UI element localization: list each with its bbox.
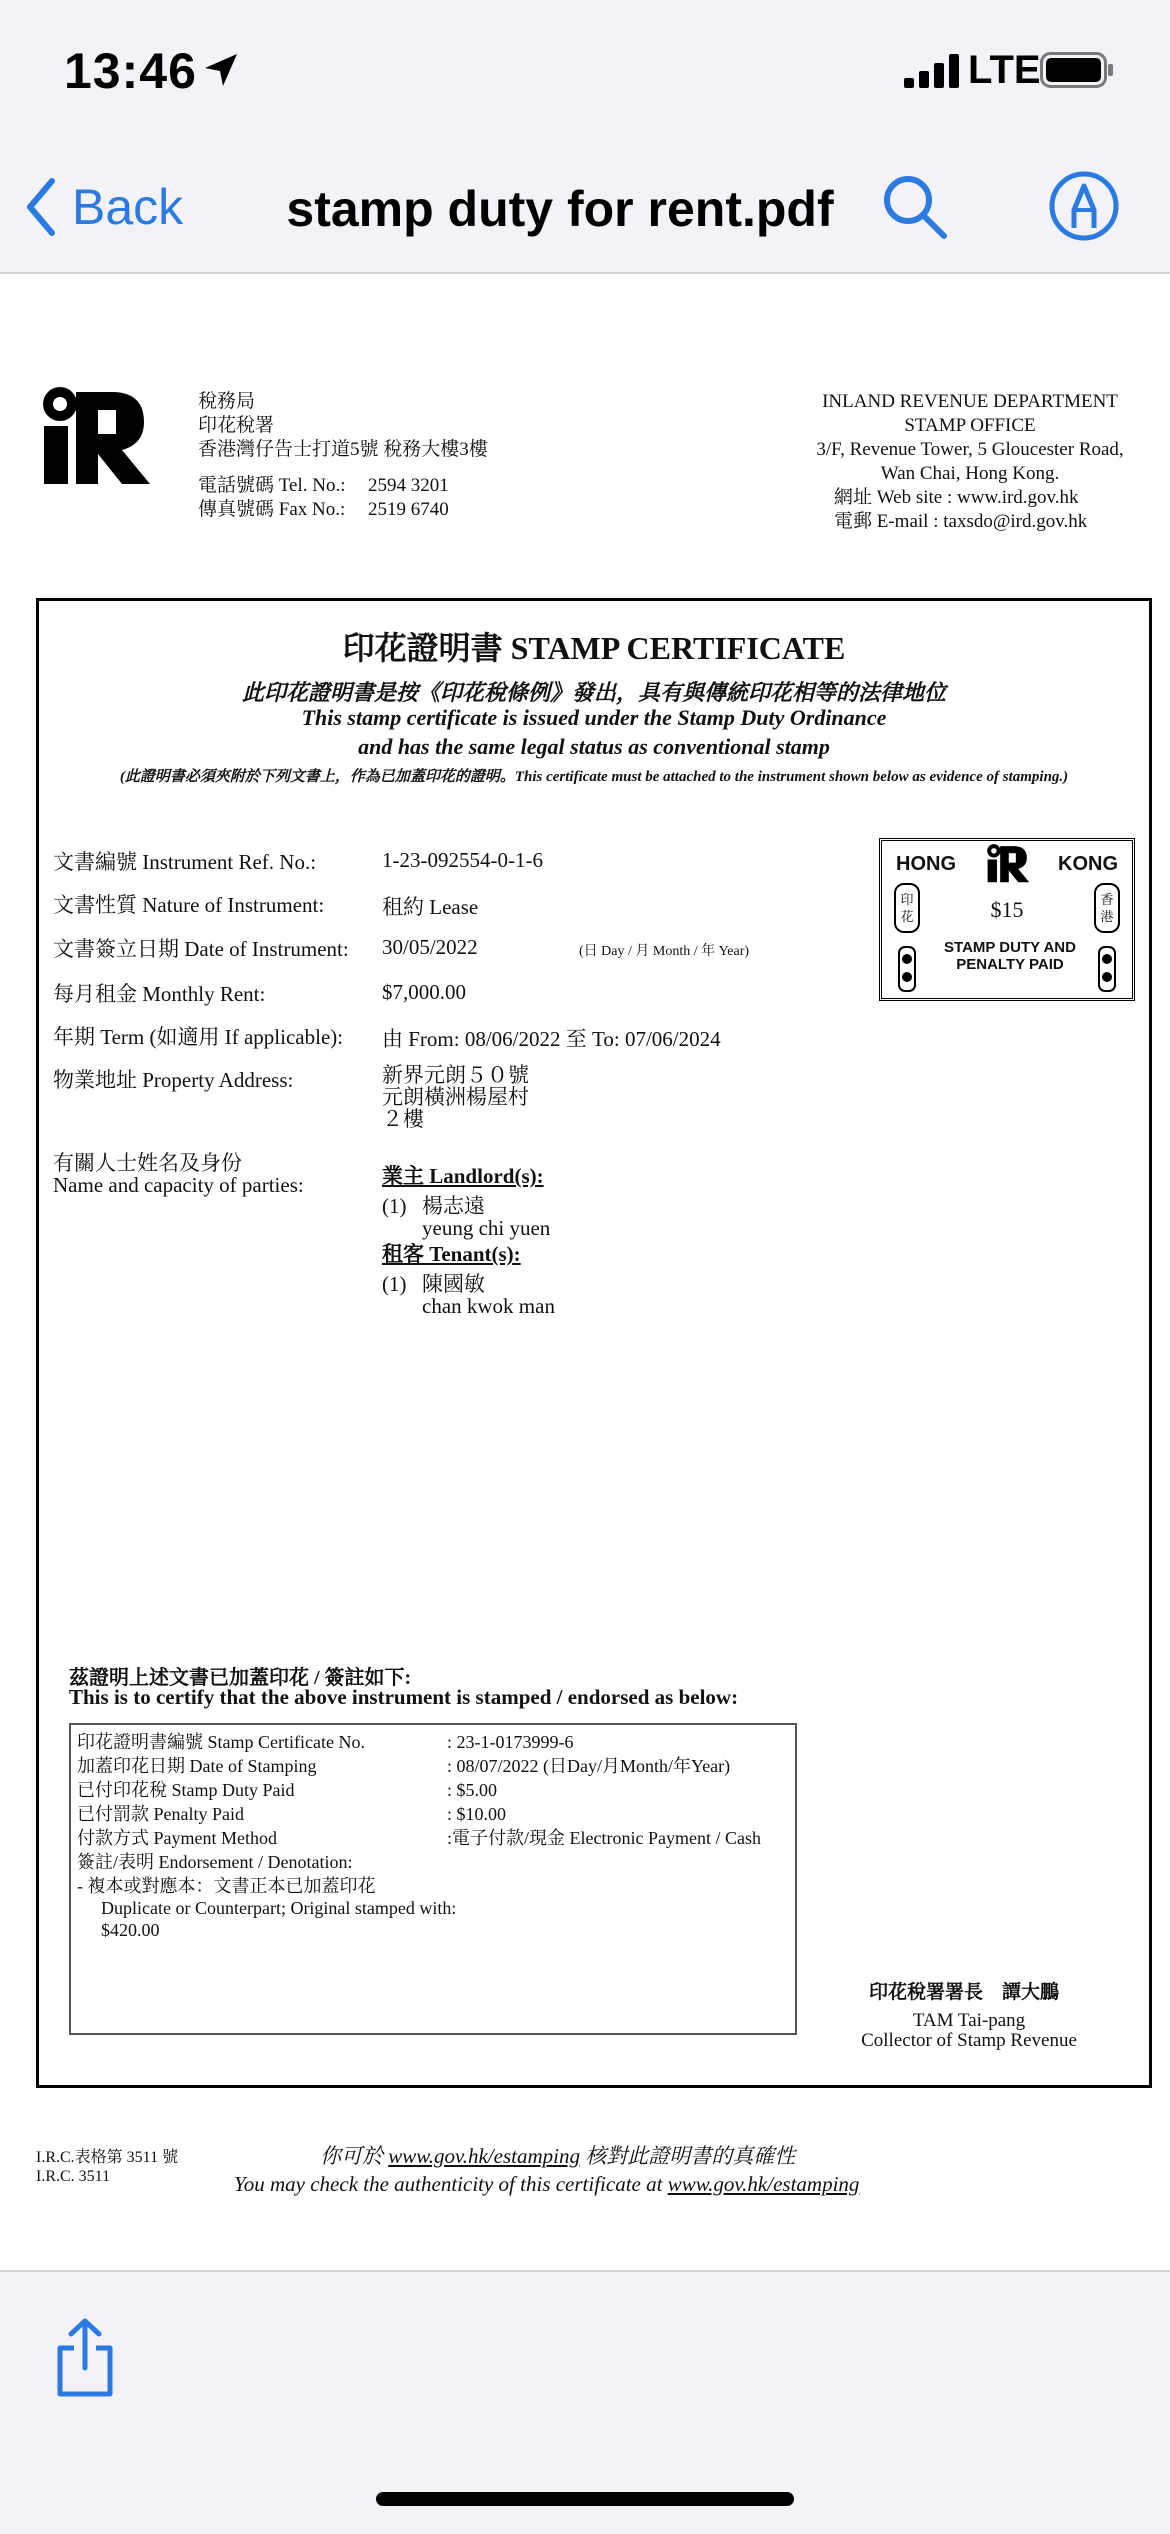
address-cn: 香港灣仔告士打道5號 稅務大樓3樓 xyxy=(198,439,488,460)
stamp-side-left: 印花 xyxy=(894,883,920,933)
stamp-ornament-left xyxy=(895,945,919,993)
tenant-name-cn: 陳國敏 xyxy=(422,1272,485,1296)
stamp-certificate xyxy=(36,598,1152,2088)
verify-cn-post: 核對此證明書的真確性 xyxy=(585,2144,796,2168)
endorsement-line2: Duplicate or Counterpart; Original stamped with: xyxy=(101,1898,457,1918)
duty-value: : $5.00 xyxy=(447,1780,498,1800)
stamping-details xyxy=(69,1723,797,2035)
location-arrow-icon xyxy=(203,52,239,88)
collector-name-en: TAM Tai-pang xyxy=(912,2010,1026,2031)
property-address xyxy=(382,1064,529,1130)
status-time: 13:46 xyxy=(64,43,197,99)
stamp-side-right: 香港 xyxy=(1094,883,1120,933)
pdf-page[interactable] xyxy=(0,274,1170,2269)
parties-label-en: Name and capacity of parties: xyxy=(53,1173,304,1197)
ird-logo xyxy=(40,384,152,486)
certify-statement-en: This is to certify that the above instrument is stamped / endorsed as below: xyxy=(69,1685,739,1709)
address-line-2: 元朗橫洲楊屋村 xyxy=(382,1085,529,1109)
stamp-ornament-right xyxy=(1095,945,1119,993)
payment-label: 付款方式 Payment Method xyxy=(77,1828,277,1848)
stamp-date-value: : 08/07/2022 (日Day/月Month/年Year) xyxy=(447,1756,731,1776)
certificate-subtitle-en-1: This stamp certificate is issued under the Stamp Duty Ordinance xyxy=(301,705,887,730)
verify-note-cn xyxy=(320,2140,795,2170)
ref-label: 文書編號 Instrument Ref. No.: xyxy=(53,850,317,874)
parties-label xyxy=(53,1152,304,1196)
rent-value: $7,000.00 xyxy=(382,980,466,1004)
cert-no-value: : 23-1-0173999-6 xyxy=(447,1732,574,1752)
network-type: LTE xyxy=(968,48,1041,92)
stamp-ird-logo xyxy=(986,843,1030,883)
email-line: 電郵 E-mail : taxsdo@ird.gov.hk xyxy=(834,511,1088,532)
back-button[interactable] xyxy=(24,172,183,242)
chevron-left-icon xyxy=(24,177,58,237)
landlord-index: (1) xyxy=(382,1194,407,1218)
hong-kong-stamp xyxy=(879,838,1135,1001)
endorsement-line1: - 複本或對應本：文書正本已加蓋印花 xyxy=(77,1876,376,1896)
stamp-caption-line1: STAMP DUTY AND xyxy=(944,939,1076,956)
verify-cn-pre: 你可於 xyxy=(320,2144,383,2168)
back-label: Back xyxy=(72,179,184,235)
share-icon[interactable] xyxy=(54,2318,116,2398)
form-number-cn: I.R.C.表格第 3511 號 xyxy=(36,2149,179,2166)
home-indicator[interactable] xyxy=(376,2492,794,2506)
rent-label: 每月租金 Monthly Rent: xyxy=(53,982,266,1006)
tenant-heading: 租客 Tenant(s): xyxy=(382,1242,521,1266)
fax-label: 傳真號碼 Fax No.: xyxy=(198,499,346,520)
parties-list xyxy=(382,1165,555,1317)
bottom-toolbar xyxy=(0,2270,1170,2534)
cert-no-label: 印花證明書編號 Stamp Certificate No. xyxy=(77,1732,365,1752)
tel-value: 2594 3201 xyxy=(368,475,449,496)
search-icon[interactable] xyxy=(880,172,950,242)
verify-link-en[interactable]: www.gov.hk/estamping xyxy=(667,2172,860,2196)
date-label: 文書簽立日期 Date of Instrument: xyxy=(53,937,349,961)
status-bar xyxy=(0,0,1170,140)
navigation-bar xyxy=(0,140,1170,274)
address-line-1: 新界元朗５０號 xyxy=(382,1063,529,1087)
stamp-caption-line2: PENALTY PAID xyxy=(956,956,1064,973)
stamp-caption xyxy=(922,939,1098,973)
certify-statement-cn: 茲證明上述文書已加蓋印花 / 簽註如下: xyxy=(69,1667,412,1689)
stamp-hong: HONG xyxy=(896,853,956,875)
verify-link-cn[interactable]: www.gov.hk/estamping xyxy=(388,2144,580,2168)
term-label: 年期 Term (如適用 If applicable): xyxy=(53,1025,344,1049)
office-name-en: STAMP OFFICE xyxy=(904,415,1036,436)
collector-title: Collector of Stamp Revenue xyxy=(861,2030,1077,2051)
ref-value: 1-23-092554-0-1-6 xyxy=(382,848,543,872)
verify-en-pre: You may check the authenticity of this certificate at xyxy=(234,2172,663,2196)
endorsement-line3: $420.00 xyxy=(101,1920,160,1940)
website-line: 網址 Web site : www.ird.gov.hk xyxy=(834,487,1079,508)
tel-label: 電話號碼 Tel. No.: xyxy=(198,475,346,496)
penalty-label: 已付罰款 Penalty Paid xyxy=(77,1804,244,1824)
document-title: stamp duty for rent.pdf xyxy=(286,181,834,237)
nature-label: 文書性質 Nature of Instrument: xyxy=(53,893,325,917)
form-number-en: I.R.C. 3511 xyxy=(36,2168,111,2185)
address-en-line1: 3/F, Revenue Tower, 5 Gloucester Road, xyxy=(816,439,1124,460)
penalty-value: : $10.00 xyxy=(447,1804,507,1824)
landlord-name-cn: 楊志遠 xyxy=(422,1194,485,1218)
fax-value: 2519 6740 xyxy=(368,499,449,520)
date-format-hint: (日 Day / 月 Month / 年 Year) xyxy=(579,944,750,959)
markup-pen-icon[interactable] xyxy=(1048,170,1120,242)
address-label: 物業地址 Property Address: xyxy=(53,1068,294,1092)
landlord-name-en: yeung chi yuen xyxy=(422,1216,551,1240)
battery-icon xyxy=(1040,52,1114,88)
certificate-subtitle-en-2: and has the same legal status as conventional stamp xyxy=(358,734,830,759)
dept-name-cn: 稅務局 xyxy=(198,391,256,412)
signal-bars-icon xyxy=(904,54,960,88)
parties-label-cn: 有關人士姓名及身份 xyxy=(53,1151,242,1175)
landlord-heading: 業主 Landlord(s): xyxy=(382,1164,544,1188)
address-en-line2: Wan Chai, Hong Kong. xyxy=(880,463,1060,484)
term-value: 由 From: 08/06/2022 至 To: 07/06/2024 xyxy=(382,1027,721,1051)
payment-value: :電子付款/現金 Electronic Payment / Cash xyxy=(447,1828,761,1848)
collector-name-cn: 印花稅署署長 譚大鵬 xyxy=(869,1982,1060,2003)
dept-name-en: INLAND REVENUE DEPARTMENT xyxy=(822,391,1118,412)
certificate-title: 印花證明書 STAMP CERTIFICATE xyxy=(342,630,846,666)
nature-value: 租約 Lease xyxy=(382,895,479,919)
endorsement-label: 簽註/表明 Endorsement / Denotation: xyxy=(77,1852,353,1872)
department-header-english xyxy=(790,390,1150,534)
office-name-cn: 印花稅署 xyxy=(198,415,275,436)
department-header-chinese xyxy=(198,390,488,522)
certificate-note: (此證明書必須夾附於下列文書上，作為已加蓋印花的證明。This certificate must be attached to the instrument shown below as evidence of stamping.) xyxy=(119,769,1069,785)
tenant-index: (1) xyxy=(382,1272,407,1296)
stamp-date-label: 加蓋印花日期 Date of Stamping xyxy=(77,1756,317,1776)
verify-note-en xyxy=(234,2172,859,2197)
tenant-name-en: chan kwok man xyxy=(422,1294,555,1318)
duty-label: 已付印花稅 Stamp Duty Paid xyxy=(77,1780,295,1800)
stamp-amount: $15 xyxy=(990,897,1024,922)
stamp-kong: KONG xyxy=(1058,853,1118,875)
date-value: 30/05/2022 xyxy=(382,935,478,959)
address-line-3: ２樓 xyxy=(382,1107,424,1131)
certificate-subtitle-cn: 此印花證明書是按《印花稅條例》發出，具有與傳統印花相等的法律地位 xyxy=(241,680,946,705)
